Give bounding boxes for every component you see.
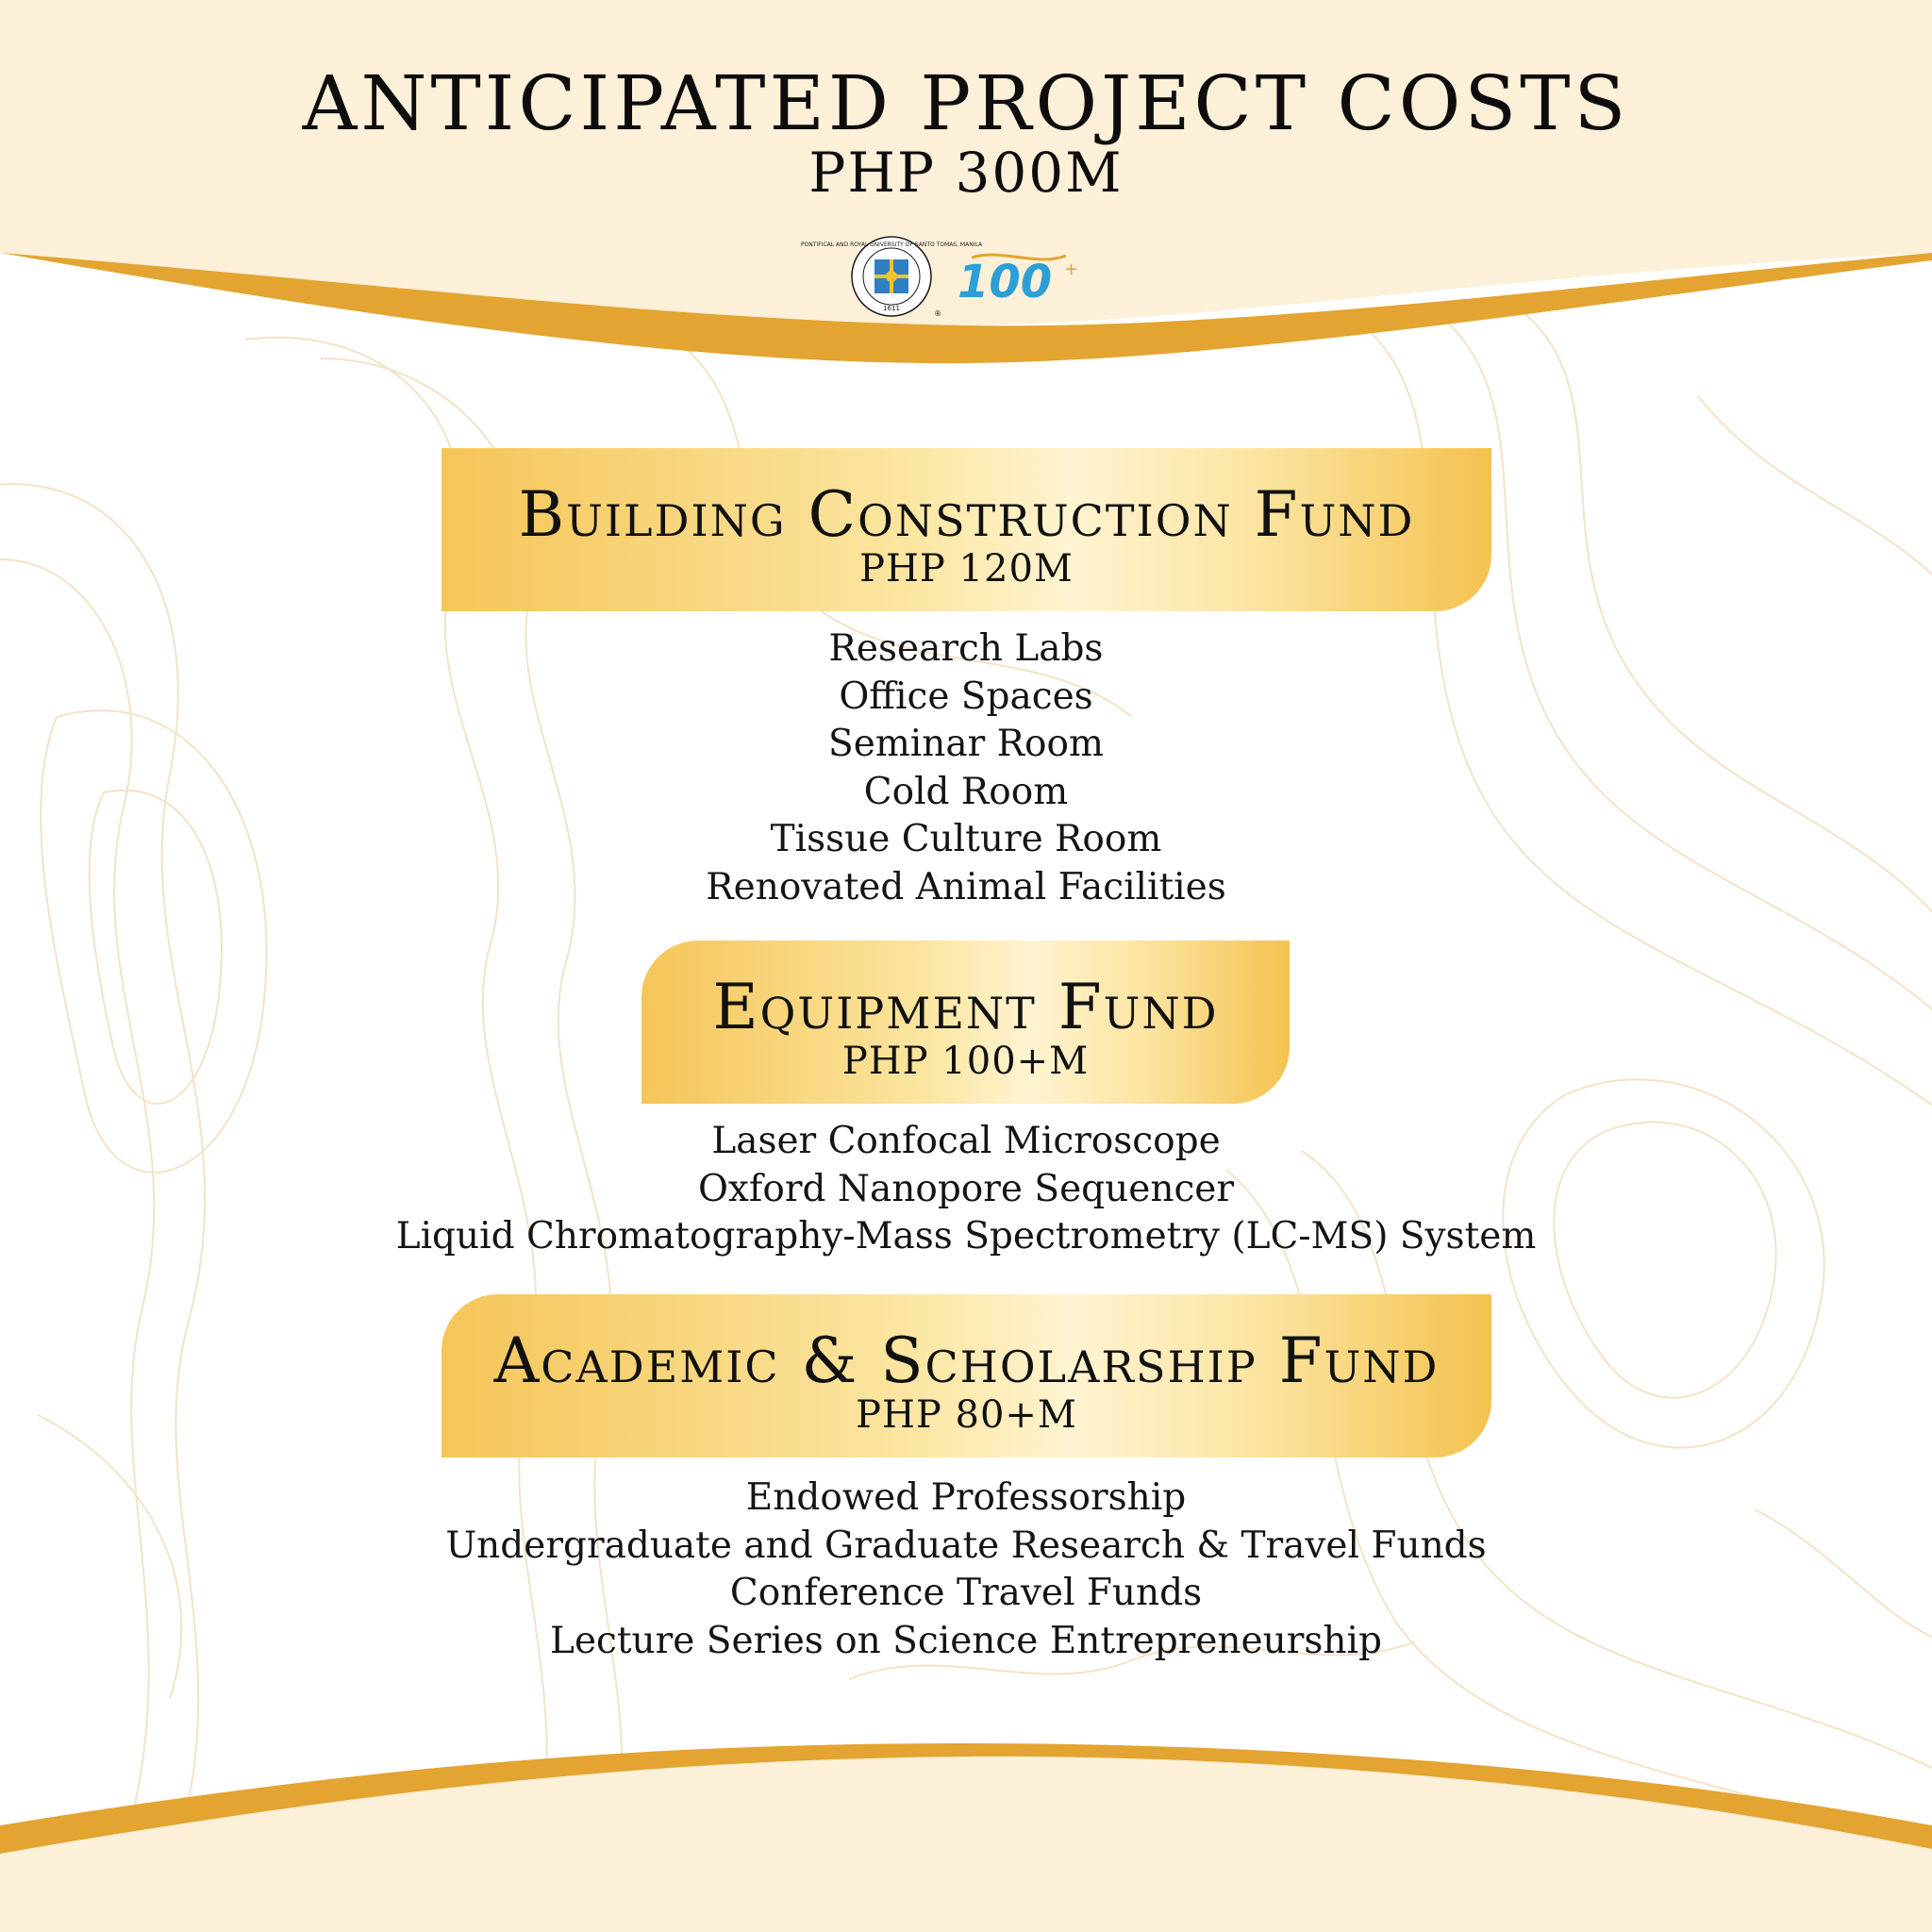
- list-item: Laser Confocal Microscope: [711, 1120, 1221, 1162]
- centennial-number: 100: [958, 256, 1053, 308]
- list-item: Oxford Nanopore Sequencer: [697, 1167, 1235, 1210]
- list-item: Conference Travel Funds: [729, 1572, 1203, 1614]
- logos: [800, 229, 1094, 324]
- page-title: ANTICIPATED PROJECT COSTS: [302, 59, 1630, 147]
- centennial-logo-icon: [958, 255, 1078, 308]
- list-item: Undergraduate and Graduate Research & Travel Funds: [445, 1524, 1487, 1567]
- fund-amount: PHP 100+M: [841, 1040, 1090, 1083]
- bottom-band: [0, 1747, 1932, 1932]
- fund-items-building: [0, 625, 1932, 911]
- list-item: Research Labs: [828, 627, 1104, 670]
- fund-items-academic: [0, 1474, 1932, 1665]
- fund-banner-equipment: [641, 941, 1290, 1104]
- fund-items-equipment: [0, 1118, 1932, 1261]
- seal-year: 1611: [883, 305, 900, 312]
- list-item: Lecture Series on Science Entrepreneurship: [550, 1619, 1382, 1662]
- total-cost: PHP 300M: [808, 141, 1124, 205]
- list-item: Seminar Room: [828, 723, 1104, 765]
- fund-amount: PHP 120M: [859, 547, 1074, 591]
- fund-name: Academic & Scholarship Fund: [493, 1324, 1440, 1397]
- fund-banner-building: [441, 448, 1491, 611]
- fund-amount: PHP 80+M: [856, 1393, 1077, 1437]
- list-item: Office Spaces: [839, 675, 1093, 718]
- fund-banner-academic: [441, 1294, 1491, 1457]
- seal-registered: ®: [934, 309, 941, 318]
- centennial-plus: +: [1064, 259, 1079, 279]
- seal-arc-text: PONTIFICAL AND ROYAL UNIVERSITY OF SANTO TOMAS, MANILA: [800, 242, 983, 248]
- list-item: Endowed Professorship: [745, 1476, 1187, 1519]
- list-item: Liquid Chromatography-Mass Spectrometry (LC-MS) System: [395, 1215, 1537, 1257]
- fund-name: Equipment Fund: [712, 971, 1219, 1043]
- fund-name: Building Construction Fund: [518, 478, 1415, 551]
- list-item: Renovated Animal Facilities: [706, 865, 1226, 908]
- list-item: Tissue Culture Room: [770, 818, 1162, 860]
- list-item: Cold Room: [863, 770, 1069, 813]
